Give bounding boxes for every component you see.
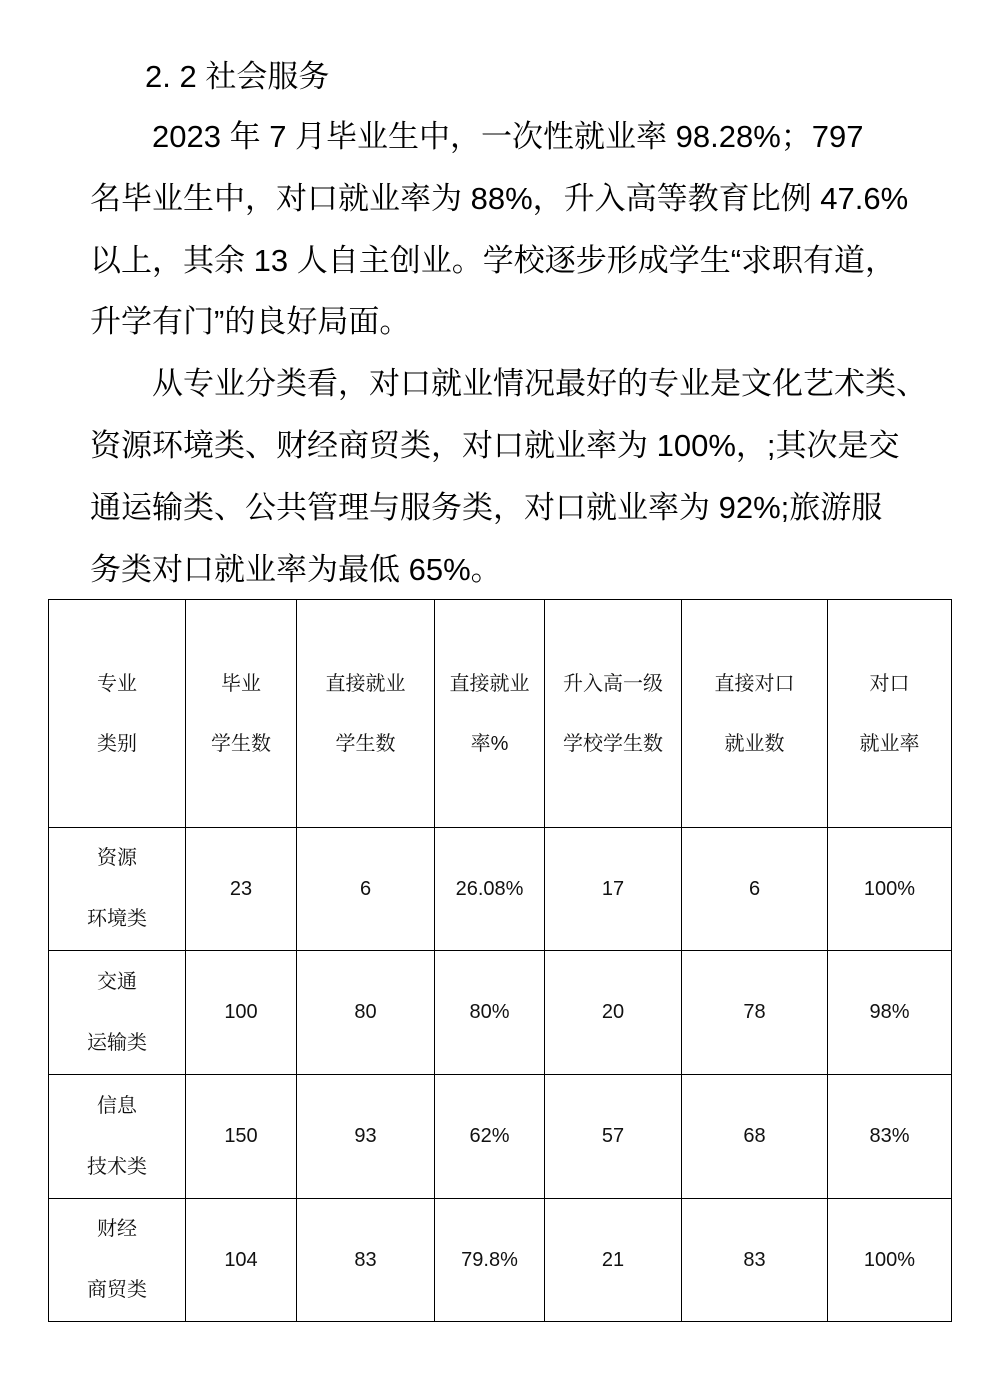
category-line: 商贸类 — [87, 1279, 147, 1301]
cell-direct-employed: 93 — [297, 1075, 435, 1199]
cell-direct-employed: 6 — [297, 828, 435, 951]
header-line: 学生数 — [211, 732, 271, 755]
header-line: 就业数 — [724, 732, 785, 755]
header-line: 直接就业 — [449, 672, 530, 695]
cell-matched-rate: 100% — [828, 828, 952, 951]
category-line: 技术类 — [87, 1155, 147, 1178]
header-line: 毕业 — [221, 672, 261, 695]
category-line: 信息 — [97, 1094, 137, 1117]
cell-matched-rate: 98% — [828, 951, 952, 1075]
header-line: 专业 — [97, 672, 137, 695]
header-line: 升入高一级 — [563, 672, 663, 695]
cell-matched-employment: 6 — [682, 828, 828, 951]
paragraph-employment-summary — [90, 106, 950, 353]
table-header-row — [49, 600, 952, 828]
paragraph-line: 以上，其余 13 人自主创业。学校逐步形成学生“求职有道， — [90, 242, 897, 278]
header-line: 学校学生数 — [563, 732, 663, 755]
cell-direct-employment-rate: 80% — [435, 951, 545, 1075]
cell-graduates: 104 — [186, 1199, 297, 1322]
cell-matched-employment: 68 — [682, 1075, 828, 1199]
header-line: 类别 — [97, 732, 137, 755]
cell-direct-employment-rate: 26.08% — [435, 828, 545, 951]
cell-further-study: 20 — [545, 951, 682, 1075]
paragraph-line: 2023 年 7 月毕业生中，一次性就业率 98.28%；797 — [152, 119, 864, 154]
category-line: 交通 — [97, 970, 137, 993]
cell-graduates: 100 — [186, 951, 297, 1075]
header-graduates — [186, 600, 297, 828]
cell-direct-employment-rate: 79.8% — [435, 1199, 545, 1322]
cell-graduates: 150 — [186, 1075, 297, 1199]
header-line: 直接就业 — [325, 672, 406, 695]
paragraph-line: 名毕业生中，对口就业率为 88%，升入高等教育比例 47.6% — [90, 180, 909, 216]
cell-further-study: 57 — [545, 1075, 682, 1199]
cell-direct-employed: 80 — [297, 951, 435, 1075]
table-row — [49, 1075, 952, 1199]
cell-graduates: 23 — [186, 828, 297, 951]
header-line: 就业率 — [859, 732, 920, 755]
paragraph-major-classification — [90, 353, 950, 600]
header-line: 对口 — [869, 672, 910, 695]
cell-matched-employment: 78 — [682, 951, 828, 1075]
header-line: 率% — [470, 732, 509, 755]
header-matched-rate — [828, 600, 952, 828]
paragraph-line: 通运输类、公共管理与服务类，对口就业率为 92%;旅游服 — [90, 489, 883, 525]
category-line: 环境类 — [87, 908, 147, 930]
cell-further-study: 21 — [545, 1199, 682, 1322]
category-line: 运输类 — [87, 1031, 147, 1054]
body-text — [90, 106, 950, 600]
table-row — [49, 951, 952, 1075]
header-further-study — [545, 600, 682, 828]
category-line: 财经 — [97, 1218, 137, 1240]
paragraph-line: 从专业分类看，对口就业情况最好的专业是文化艺术类、 — [152, 366, 927, 402]
header-direct-employment-rate — [435, 600, 545, 828]
header-line: 直接对口 — [714, 672, 795, 695]
cell-direct-employment-rate: 62% — [435, 1075, 545, 1199]
cell-category — [49, 951, 186, 1075]
paragraph-line: 升学有门”的良好局面。 — [90, 304, 411, 340]
cell-matched-rate: 83% — [828, 1075, 952, 1199]
section-heading: 2. 2 社会服务 — [145, 59, 330, 94]
header-line: 学生数 — [335, 732, 396, 755]
cell-matched-employment: 83 — [682, 1199, 828, 1322]
header-direct-employed — [297, 600, 435, 828]
employment-table — [48, 599, 952, 1322]
cell-category — [49, 828, 186, 951]
table-row — [49, 828, 952, 951]
cell-matched-rate: 100% — [828, 1199, 952, 1322]
header-matched-employment — [682, 600, 828, 828]
cell-direct-employed: 83 — [297, 1199, 435, 1322]
cell-further-study: 17 — [545, 828, 682, 951]
paragraph-line: 资源环境类、财经商贸类，对口就业率为 100%，;其次是交 — [90, 427, 900, 463]
category-line: 资源 — [97, 847, 137, 869]
cell-category — [49, 1075, 186, 1199]
table-row — [49, 1199, 952, 1322]
header-category — [49, 600, 186, 828]
paragraph-line: 务类对口就业率为最低 65%。 — [90, 551, 502, 587]
cell-category — [49, 1199, 186, 1322]
